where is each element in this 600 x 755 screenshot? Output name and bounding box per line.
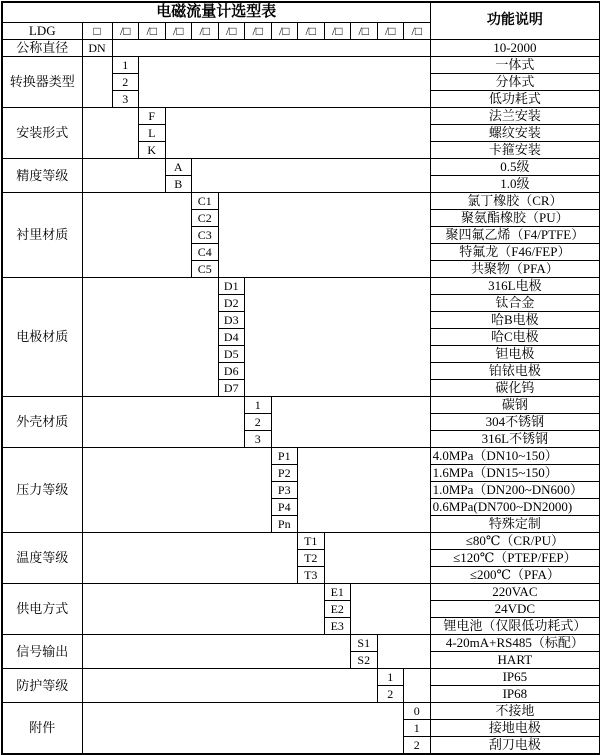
filler-cell (165, 108, 430, 159)
model-prefix: LDG (2, 23, 82, 40)
option-desc: 4.0MPa（DN10~150） (430, 448, 600, 465)
selection-table (1, 1, 600, 755)
table-row (2, 397, 600, 414)
option-desc: 接地电极 (430, 720, 600, 737)
filler-cell (82, 57, 112, 108)
option-code: 3 (112, 91, 139, 108)
table-row (2, 635, 600, 652)
option-code: C3 (192, 227, 219, 244)
option-desc: 0.5级 (430, 159, 600, 176)
option-desc: 304不锈钢 (430, 414, 600, 431)
option-code: DN (82, 40, 112, 57)
filler-cell (82, 584, 324, 635)
option-code: 1 (377, 669, 404, 686)
option-code: D2 (218, 295, 245, 312)
option-desc: 法兰安装 (430, 108, 600, 125)
option-code: F (139, 108, 166, 125)
filler-cell (82, 397, 245, 448)
option-desc: ≤200℃（PFA） (430, 567, 600, 584)
table-row (2, 669, 600, 686)
option-desc: ≤80℃（CR/PU） (430, 533, 600, 550)
table-row (2, 193, 600, 210)
option-code: 2 (112, 74, 139, 91)
filler-cell (139, 57, 431, 108)
option-code: P1 (271, 448, 298, 465)
model-slot: /□ (324, 23, 351, 40)
option-desc: 1.6MPa（DN15~150） (430, 465, 600, 482)
filler-cell (82, 159, 165, 193)
option-desc: 316L电极 (430, 278, 600, 295)
option-code: 2 (404, 737, 431, 755)
option-code: K (139, 142, 166, 159)
section-label: 供电方式 (2, 584, 82, 635)
option-code: Pn (271, 516, 298, 533)
section-label: 外壳材质 (2, 397, 82, 448)
section-label: 安装形式 (2, 108, 82, 159)
option-code: P2 (271, 465, 298, 482)
option-desc: 特氟龙（F46/FEP） (430, 244, 600, 261)
option-code: A (165, 159, 192, 176)
table-row (2, 57, 600, 74)
option-code: C1 (192, 193, 219, 210)
filler-cell (82, 278, 218, 397)
model-box: □ (82, 23, 112, 40)
option-desc: 220VAC (430, 584, 600, 601)
option-code: 1 (404, 720, 431, 737)
table-row (2, 584, 600, 601)
option-code: S1 (351, 635, 378, 652)
filler-cell (82, 703, 404, 755)
filler-cell (298, 448, 431, 533)
model-slot: /□ (165, 23, 192, 40)
table-row (2, 533, 600, 550)
option-code: B (165, 176, 192, 193)
filler-cell (112, 40, 430, 57)
model-slot: /□ (218, 23, 245, 40)
section-label: 附件 (2, 703, 82, 755)
model-slot: /□ (377, 23, 404, 40)
table-row (2, 448, 600, 465)
option-code: E2 (324, 601, 351, 618)
option-code: T1 (298, 533, 325, 550)
option-code: D7 (218, 380, 245, 397)
option-code: 2 (377, 686, 404, 703)
option-code: L (139, 125, 166, 142)
option-desc: 卡箍安装 (430, 142, 600, 159)
section-label: 转换器类型 (2, 57, 82, 108)
filler-cell (82, 669, 377, 703)
filler-cell (82, 193, 192, 278)
model-slot: /□ (271, 23, 298, 40)
option-desc: 螺纹安装 (430, 125, 600, 142)
option-desc: IP65 (430, 669, 600, 686)
model-slot: /□ (192, 23, 219, 40)
option-desc: 316L不锈钢 (430, 431, 600, 448)
section-label: 防护等级 (2, 669, 82, 703)
option-desc: 铂铱电极 (430, 363, 600, 380)
option-desc: 1.0MPa（DN200~DN600） (430, 482, 600, 499)
option-code: S2 (351, 652, 378, 669)
filler-cell (245, 278, 431, 397)
option-code: D4 (218, 329, 245, 346)
option-desc: 4-20mA+RS485（标配） (430, 635, 600, 652)
option-code: T3 (298, 567, 325, 584)
filler-cell (82, 108, 139, 159)
section-label: 衬里材质 (2, 193, 82, 278)
option-desc: 碳化钨 (430, 380, 600, 397)
table-row (2, 278, 600, 295)
option-code: D6 (218, 363, 245, 380)
option-code: C2 (192, 210, 219, 227)
option-desc: 钽电极 (430, 346, 600, 363)
table-row (2, 108, 600, 125)
option-desc: 锂电池（仅限低功耗式） (430, 618, 600, 635)
filler-cell (324, 533, 430, 584)
option-code: D1 (218, 278, 245, 295)
model-slot: /□ (245, 23, 272, 40)
option-desc: IP68 (430, 686, 600, 703)
option-desc: 碳钢 (430, 397, 600, 414)
option-code: E1 (324, 584, 351, 601)
option-desc: 低功耗式 (430, 91, 600, 108)
filler-cell (351, 584, 431, 635)
filler-cell (271, 397, 430, 448)
option-code: P3 (271, 482, 298, 499)
function-column-header: 功能说明 (430, 2, 600, 40)
option-code: D3 (218, 312, 245, 329)
option-desc: 共聚物（PFA） (430, 261, 600, 278)
filler-cell (192, 159, 431, 193)
option-code: C5 (192, 261, 219, 278)
option-desc: 哈B电极 (430, 312, 600, 329)
option-code: 1 (245, 397, 272, 414)
option-code: P4 (271, 499, 298, 516)
model-slot: /□ (112, 23, 139, 40)
table-row (2, 703, 600, 720)
filler-cell (82, 533, 298, 584)
filler-cell (377, 635, 430, 669)
option-code: T2 (298, 550, 325, 567)
option-code: C4 (192, 244, 219, 261)
option-desc: 聚氨酯橡胶（PU） (430, 210, 600, 227)
table-row (2, 2, 600, 23)
option-desc: 氯丁橡胶（CR） (430, 193, 600, 210)
table-row (2, 159, 600, 176)
option-desc: 1.0级 (430, 176, 600, 193)
filler-cell (82, 448, 271, 533)
model-slot: /□ (139, 23, 166, 40)
section-label: 信号输出 (2, 635, 82, 669)
option-desc: 0.6MPa(DN700~DN2000) (430, 499, 600, 516)
option-desc: 哈C电极 (430, 329, 600, 346)
section-label: 电极材质 (2, 278, 82, 397)
section-label: 公称直径 (2, 40, 82, 57)
option-code: D5 (218, 346, 245, 363)
option-desc: 10-2000 (430, 40, 600, 57)
option-desc: 一体式 (430, 57, 600, 74)
option-code: 0 (404, 703, 431, 720)
section-label: 精度等级 (2, 159, 82, 193)
table-row (2, 40, 600, 57)
option-desc: 聚四氟乙烯（F4/PTFE） (430, 227, 600, 244)
model-slot: /□ (298, 23, 325, 40)
section-label: 压力等级 (2, 448, 82, 533)
section-label: 温度等级 (2, 533, 82, 584)
option-desc: 分体式 (430, 74, 600, 91)
filler-cell (218, 193, 430, 278)
model-slot: /□ (351, 23, 378, 40)
page-title: 电磁流量计选型表 (2, 2, 430, 23)
option-code: 1 (112, 57, 139, 74)
option-code: E3 (324, 618, 351, 635)
option-desc: HART (430, 652, 600, 669)
filler-cell (82, 635, 351, 669)
option-code: 2 (245, 414, 272, 431)
option-code: 3 (245, 431, 272, 448)
model-slot: /□ (404, 23, 431, 40)
option-desc: 刮刀电极 (430, 737, 600, 755)
option-desc: 不接地 (430, 703, 600, 720)
option-desc: ≤120℃（PTEP/FEP） (430, 550, 600, 567)
option-desc: 24VDC (430, 601, 600, 618)
option-desc: 钛合金 (430, 295, 600, 312)
option-desc: 特殊定制 (430, 516, 600, 533)
filler-cell (404, 669, 431, 703)
